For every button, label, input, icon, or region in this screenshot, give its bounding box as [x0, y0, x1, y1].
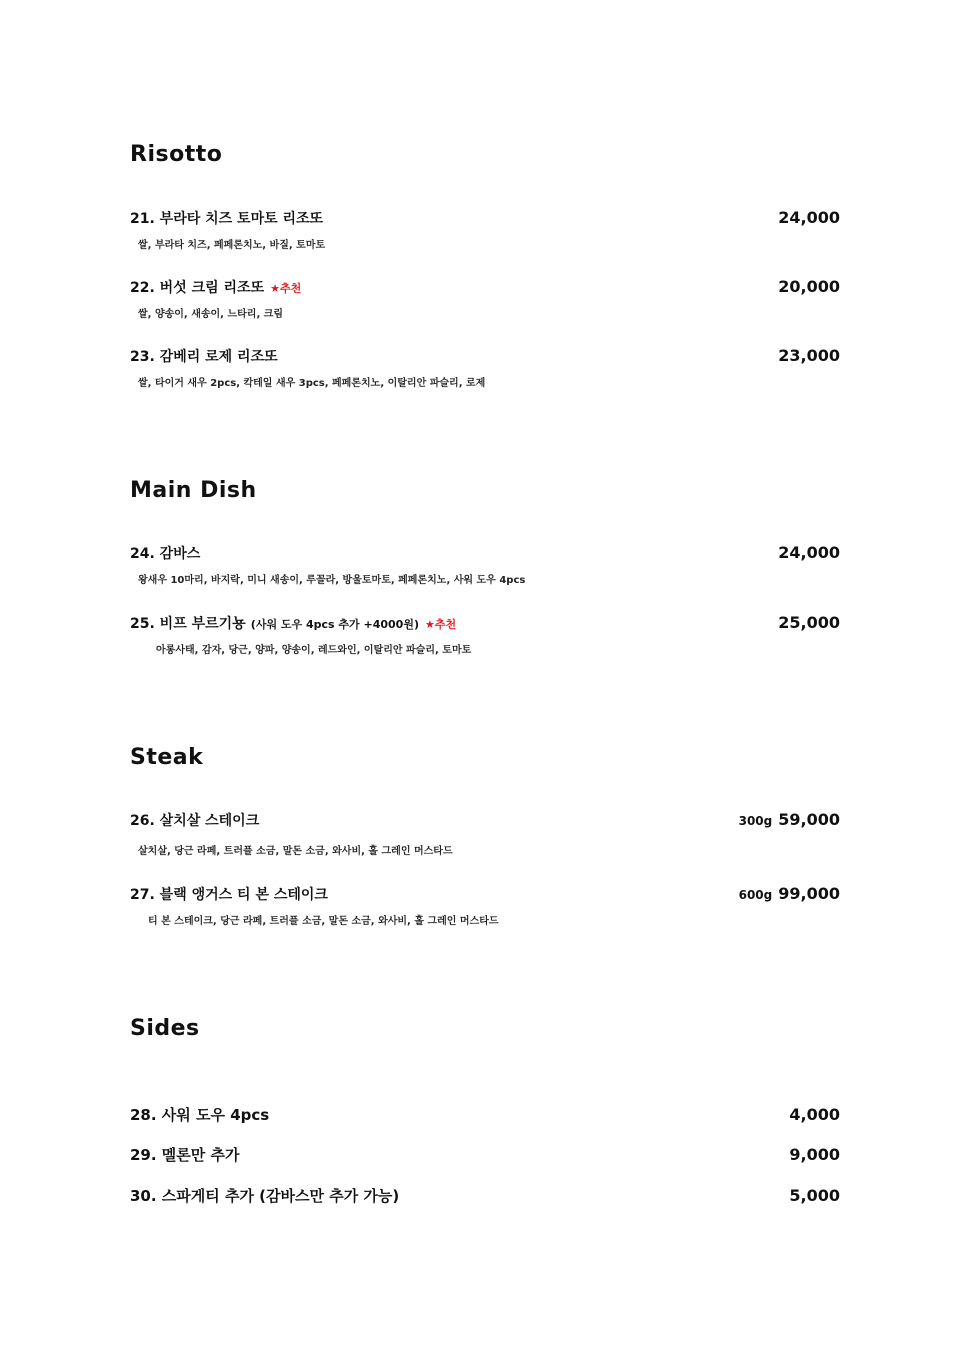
- menu-item: [130, 810, 840, 857]
- item-price: 24,000: [778, 208, 840, 227]
- item-name: 24. 감바스: [130, 546, 201, 562]
- menu-item: [130, 613, 840, 656]
- item-price: 5,000: [789, 1186, 840, 1205]
- section-title-steak: Steak: [130, 745, 204, 770]
- item-description: 아롱사태, 감자, 당근, 양파, 양송이, 레드와인, 이탈리안 파슬리, 토마토: [156, 645, 472, 656]
- section-title-risotto: Risotto: [130, 142, 223, 167]
- item-name: 28. 사워 도우 4pcs: [130, 1106, 270, 1124]
- item-description: 살치살, 당근 라페, 트러플 소금, 말돈 소금, 와사비, 홀 그레인 머스타드: [138, 846, 453, 857]
- item-price: 24,000: [778, 543, 840, 562]
- item-name: 29. 멜론만 추가: [130, 1146, 240, 1164]
- menu-item: [130, 208, 840, 251]
- item-price: 25,000: [778, 613, 840, 632]
- section-title-sides: Sides: [130, 1016, 200, 1041]
- item-description: 티 본 스테이크, 당근 라페, 트러플 소금, 말돈 소금, 와사비, 홀 그레인 머스타드: [148, 916, 499, 927]
- item-name: 22. 버섯 크림 리조또: [130, 280, 265, 296]
- item-price: 23,000: [778, 346, 840, 365]
- item-description: 쌀, 타이거 새우 2pcs, 칵테일 새우 3pcs, 페페론치노, 이탈리안 파슬리, 로제: [138, 378, 486, 389]
- menu-item: [130, 346, 840, 389]
- item-name: 27. 블랙 앵거스 티 본 스테이크: [130, 887, 328, 903]
- item-price: 20,000: [778, 277, 840, 296]
- menu-item: [130, 1144, 840, 1165]
- item-price: 4,000: [789, 1105, 840, 1124]
- recommend-badge: ★추천: [270, 282, 302, 295]
- menu-item: [130, 884, 840, 927]
- item-name: 26. 살치살 스테이크: [130, 813, 260, 829]
- item-description: 쌀, 부라타 치즈, 페페론치노, 바질, 토마토: [138, 240, 326, 251]
- item-name: 21. 부라타 치즈 토마토 리조또: [130, 211, 324, 227]
- item-name: 30. 스파게티 추가 (감바스만 추가 가능): [130, 1187, 400, 1205]
- item-name: 25. 비프 부르기뇽: [130, 616, 246, 632]
- item-weight: 600g: [738, 888, 773, 902]
- section-title-main-dish: Main Dish: [130, 478, 257, 503]
- menu-item: [130, 1104, 840, 1125]
- menu-item: [130, 543, 840, 586]
- item-description: 쌀, 양송이, 새송이, 느타리, 크림: [138, 309, 284, 320]
- item-price: 59,000: [778, 810, 840, 829]
- item-name: 23. 감베리 로제 리조또: [130, 349, 278, 365]
- item-price: 99,000: [778, 884, 840, 903]
- menu-item: [130, 277, 840, 320]
- item-description: 왕새우 10마리, 바지락, 미니 새송이, 루꼴라, 방울토마토, 페페론치노, 사워 도우 4pcs: [138, 575, 526, 586]
- item-note: (사워 도우 4pcs 추가 +4000원): [250, 618, 419, 631]
- recommend-badge: ★추천: [424, 618, 457, 631]
- item-price: 9,000: [789, 1145, 840, 1164]
- item-weight: 300g: [738, 814, 773, 828]
- menu-item: [130, 1185, 840, 1206]
